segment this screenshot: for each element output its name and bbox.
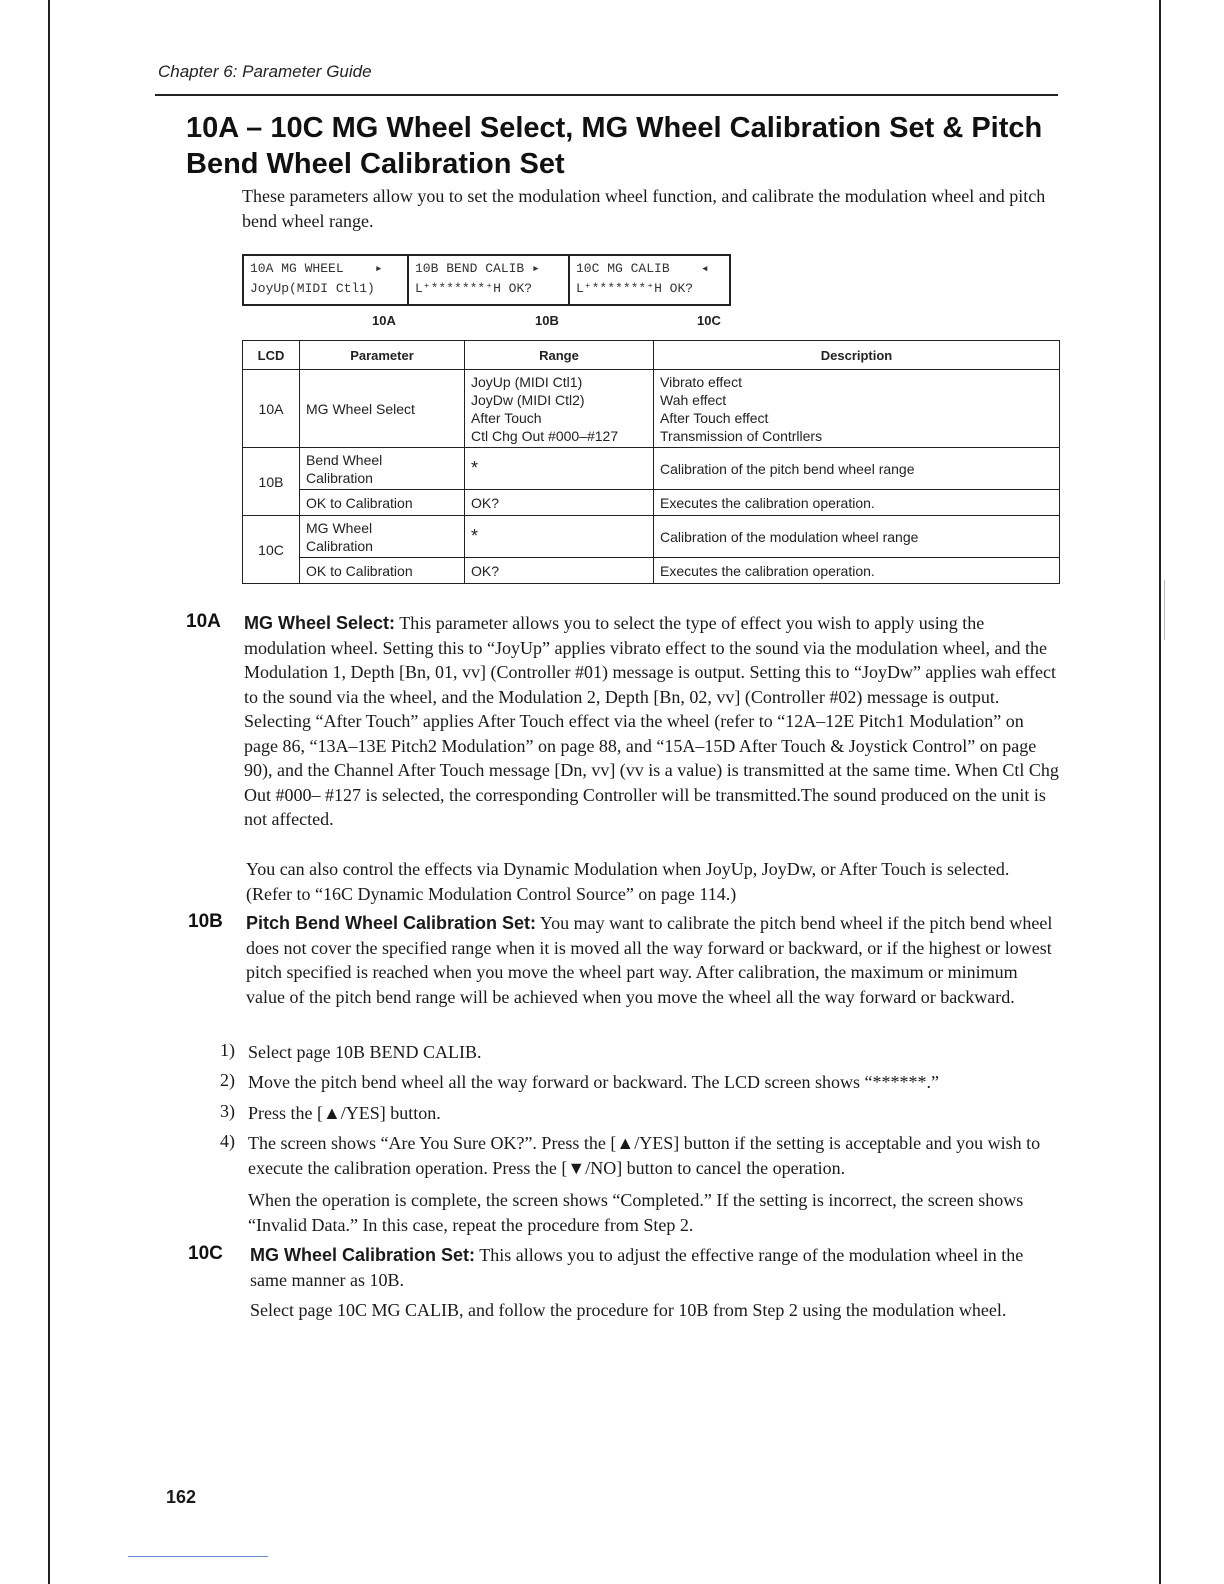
range-option: JoyDw (MIDI Ctl2) <box>471 391 585 408</box>
section-label-10b: 10B <box>188 911 223 932</box>
section-label-10c: 10C <box>188 1243 223 1264</box>
description-line: Transmission of Contrllers <box>660 427 823 444</box>
parameter-line: Calibration <box>306 537 373 554</box>
lcd-caption: 10C <box>697 313 721 328</box>
range-cell <box>465 370 654 448</box>
lcd-screen-10b <box>409 256 570 304</box>
section-heading: MG Wheel Calibration Set: <box>250 1245 476 1265</box>
description-line: Vibrato effect <box>660 373 742 390</box>
step-text: Select page 10B BEND CALIB. <box>248 1042 482 1062</box>
lcd-cell: 10A <box>243 370 300 448</box>
parameter-cell <box>300 516 465 558</box>
section-10b-body <box>246 911 1061 1009</box>
step-number: 2) <box>220 1070 235 1090</box>
table-row <box>243 558 1060 584</box>
range-option: After Touch <box>471 409 542 426</box>
section-10b-note: When the operation is complete, the screen shows “Completed.” If the setting is incorrect, the screen shows “Invalid Data.” In this case, repeat the procedure from Step 2. <box>248 1190 1024 1235</box>
step-number: 1) <box>220 1040 235 1060</box>
table-row <box>243 370 1060 448</box>
range-cell: * <box>465 516 654 558</box>
section-label-10a: 10A <box>186 611 221 632</box>
range-cell: OK? <box>465 558 654 584</box>
parameter-table <box>242 340 1060 584</box>
parameter-cell <box>300 448 465 490</box>
lcd-caption: 10A <box>372 313 396 328</box>
section-text: This parameter allows you to select the type of effect you wish to apply using the modulation wheel. Setting this to “JoyUp” applies vibrato effect to the sound via the modulation wheel, and the Modulation 1, Depth [Bn, 01, vv] (Controller #01) message is output. Setting this to “JoyDw” applies wah effect to the sound via the wheel, and the Modulation 2, Depth [Bn, 02, vv] (Controller #02) message is output. Selecting “After Touch” applies After Touch effect via the wheel (refer to “12A–12E Pitch1 Modulation” on page 86, “13A–13E Pitch2 Modulation” on page 88, and “15A–15D After Touch & Joystick Control” on page 90), and the Channel After Touch message [Dn, vv] (vv is a value) is transmitted at the same time. When Ctl Chg Out #000– #127 is selected, the corresponding Controller will be transmitted.The sound produced on the unit is not affected. <box>244 613 1059 829</box>
table-header-row <box>243 341 1060 370</box>
step-text: Press the [▲/YES] button. <box>248 1103 441 1123</box>
section-10c-body <box>250 1243 1060 1292</box>
section-10a-body <box>244 611 1059 832</box>
chapter-header: Chapter 6: Parameter Guide <box>158 62 372 81</box>
description-cell: Executes the calibration operation. <box>654 558 1060 584</box>
column-header: Parameter <box>300 341 465 370</box>
section-10a-note: You can also control the effects via Dynamic Modulation when JoyUp, JoyDw, or After Touch is selected. (Refer to “16C Dynamic Modulation Control Source” on page 114.) <box>246 859 1010 904</box>
lcd-line: L⁺*******⁺H OK? <box>415 281 533 296</box>
lcd-cell: 10B <box>243 448 300 516</box>
lcd-screen-10c <box>570 256 731 304</box>
parameter-cell: OK to Calibration <box>300 558 465 584</box>
range-cell: * <box>465 448 654 490</box>
intro-paragraph: These parameters allow you to set the modulation wheel function, and calibrate the modulation wheel and pitch bend wheel range. <box>242 186 1046 231</box>
description-cell: Calibration of the pitch bend wheel range <box>654 448 1060 490</box>
range-cell: OK? <box>465 490 654 516</box>
step-text: The screen shows “Are You Sure OK?”. Press the [▲/YES] button if the setting is acceptable and you wish to execute the calibration operation. Press the [▼/NO] button to cancel the operation. <box>248 1133 1041 1178</box>
range-option: Ctl Chg Out #000–#127 <box>471 427 619 444</box>
lcd-cell: 10C <box>243 516 300 584</box>
scan-edge-right <box>1159 0 1161 1584</box>
range-option: JoyUp (MIDI Ctl1) <box>471 373 583 390</box>
footer-line <box>128 1556 268 1557</box>
parameter-cell: MG Wheel Select <box>300 370 465 448</box>
lcd-screens <box>242 254 731 306</box>
scan-mark <box>1164 580 1165 640</box>
table-row <box>243 490 1060 516</box>
column-header: LCD <box>243 341 300 370</box>
description-cell <box>654 370 1060 448</box>
column-header: Description <box>654 341 1060 370</box>
section-text: You may want to calibrate the pitch bend wheel if the pitch bend wheel does not cover the specified range when it is moved all the way forward or backward, or if the highest or lowest pitch specified is reached when you move the wheel part way. After calibration, the maximum or minimum value of the pitch bend range will be achieved when you move the wheel all the way forward or backward. <box>246 913 1053 1007</box>
header-rule <box>155 94 1058 96</box>
description-line: After Touch effect <box>660 409 769 426</box>
parameter-cell: OK to Calibration <box>300 490 465 516</box>
parameter-line: Bend Wheel <box>306 451 383 468</box>
scan-edge-left <box>48 0 50 1584</box>
step-number: 4) <box>220 1131 235 1151</box>
lcd-line: 10B BEND CALIB ▸ <box>415 261 540 276</box>
column-header: Range <box>465 341 654 370</box>
step-text: Move the pitch bend wheel all the way forward or backward. The LCD screen shows “******.” <box>248 1072 939 1092</box>
table-row <box>243 516 1060 558</box>
page-number: 162 <box>166 1487 197 1507</box>
section-heading: MG Wheel Select: <box>244 613 396 633</box>
section-text: This allows you to adjust the effective range of the modulation wheel in the same manner as 10B. <box>250 1245 1024 1290</box>
lcd-caption: 10B <box>535 313 559 328</box>
section-10c-note: Select page 10C MG CALIB, and follow the procedure for 10B from Step 2 using the modulation wheel. <box>250 1300 1007 1320</box>
description-cell: Executes the calibration operation. <box>654 490 1060 516</box>
lcd-line: 10C MG CALIB ◂ <box>576 261 709 276</box>
page-title: 10A – 10C MG Wheel Select, MG Wheel Calibration Set & Pitch Bend Wheel Calibration Set <box>186 112 1043 180</box>
parameter-line: Calibration <box>306 469 373 486</box>
description-line: Wah effect <box>660 391 727 408</box>
lcd-line: 10A MG WHEEL ▸ <box>250 261 383 276</box>
step-number: 3) <box>220 1101 235 1121</box>
lcd-line: L⁺*******⁺H OK? <box>576 281 694 296</box>
parameter-line: MG Wheel <box>306 519 373 536</box>
section-heading: Pitch Bend Wheel Calibration Set: <box>246 913 537 933</box>
table-row <box>243 448 1060 490</box>
description-cell: Calibration of the modulation wheel range <box>654 516 1060 558</box>
lcd-screen-10a <box>244 256 409 304</box>
lcd-line: JoyUp(MIDI Ctl1) <box>250 281 375 296</box>
